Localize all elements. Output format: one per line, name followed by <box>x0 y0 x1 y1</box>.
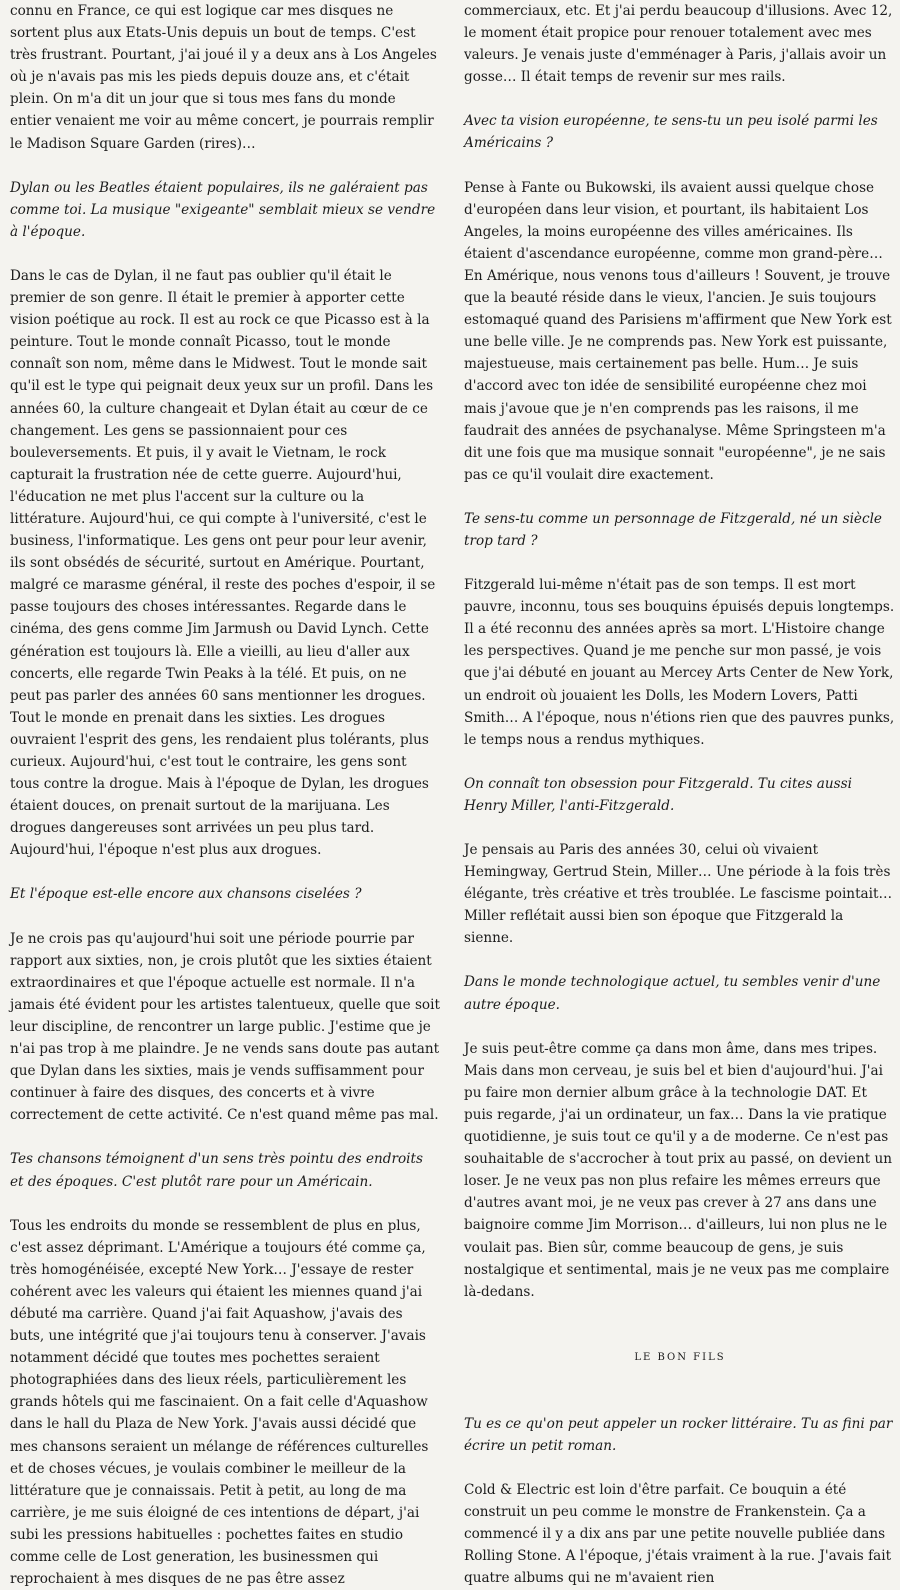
answer-paragraph: Je pensais au Paris des années 30, celui où vivaient Hemingway, Gertrud Stein, Miller… Une période à la fois très élégante, très créative et très troublée. Le fascisme pointait… Miller reflétait aussi bien son époque que Fitzgerald la sienne. <box>464 842 893 947</box>
answer-paragraph: Fitzgerald lui-même n'était pas de son temps. Il est mort pauvre, inconnu, tous ses bouquins épuisés depuis longtemps. Il a été reconnu des années après sa mort. L'Histoire change les perspectives. Quand je me penche sur mon passé, je vois que j'ai débuté en jouant au Mercey Arts Center de New York, un endroit où jouaient les Dolls, les Modern Lovers, Patti Smith… A l'époque, nous n'étions rien que des pauvres punks, le temps nous a rendus mythiques. <box>464 577 895 748</box>
question-paragraph: Te sens-tu comme un personnage de Fitzgerald, né un siècle trop tard ? <box>464 510 882 549</box>
question-paragraph: Tu es ce qu'on peut appeler un rocker littéraire. Tu as fini par écrire un petit roman. <box>464 1415 893 1454</box>
answer-paragraph: Cold & Electric est loin d'être parfait. Ce bouquin a été construit un peu comme le monstre de Frankenstein. Ça a commencé il y a dix ans par une petite nouvelle publiée dans Rolling Stone. A l'époque, j'étais vraiment à la rue. J'avais fait quatre albums qui ne m'avaient rien <box>464 1482 892 1587</box>
answer-paragraph: Je suis peut-être comme ça dans mon âme, dans mes tripes. Mais dans mon cerveau, je suis bel et bien d'aujourd'hui. J'ai pu faire mon dernier album grâce à la technologie DAT. Et puis regarde, j'ai un ordinateur, un fax… Dans la vie pratique quotidienne, je suis tout ce qu'il y a de moderne. Ce n'est pas souhaitable de s'accrocher à tout prix au passé, on devient un loser. Je ne veux pas non plus refaire les mêmes erreurs que d'autres avant moi, je ne veux pas crever à 27 ans dans une baignoire comme Jim Morrison… d'ailleurs, lui non plus ne le voulait pas. Bien sûr, comme beaucoup de gens, je suis nostalgique et sentimental, mais je ne veux pas me complaire là-dedans. <box>464 1040 893 1300</box>
question-paragraph: Tes chansons témoignent d'un sens très pointu des endroits et des époques. C'est plutôt rare pour un Américain. <box>10 1151 423 1190</box>
answer-paragraph: connu en France, ce qui est logique car mes disques ne sortent plus aux Etats-Unis depuis un bout de temps. C'est très frustrant. Pourtant, j'ai joué il y a deux ans à Los Angeles où je n'avais pas mis les pieds depuis douze ans, et c'était plein. On m'a dit un jour que si tous mes fans du monde entier venaient me voir au même concert, je pourrais remplir le Madison Square Garden (rires)… <box>10 3 437 152</box>
answer-paragraph: Dans le cas de Dylan, il ne faut pas oublier qu'il était le premier de son genre. Il était le premier à apporter cette vision poétique au rock. Il est au rock ce que Picasso est à la peinture. Tout le monde connaît Picasso, tout le monde connaît son nom, même dans le Midwest. Tout le monde sait qu'il est le type qui peignait deux yeux sur un profil. Dans les années 60, la culture changeait et Dylan était au cœur de ce changement. Les gens se passionnaient pour ces bouleversements. Et puis, il y avait le Vietnam, le rock capturait la frustration née de cette guerre. Aujourd'hui, l'éducation ne met plus l'accent sur la culture ou la littérature. Aujourd'hui, ce qui compte à l'université, c'est le business, l'informatique. Les gens ont peur pour leur avenir, ils sont obsédés de sécurité, surtout en Amérique. Pourtant, malgré ce marasme général, il reste des poches d'espoir, il se passe toujours des choses intéressantes. Regarde dans le cinéma, des gens comme Jim Jarmush ou David Lynch. Cette génération est toujours là. Elle a vieilli, au lieu d'aller aux concerts, elle regarde Twin Peaks à la télé. Et puis, on ne peut pas parler des années 60 sans mentionner les drogues. Tout le monde en prenait dans les sixties. Les drogues ouvraient l'esprit des gens, les rendaient plus tolérants, plus curieux. Aujourd'hui, c'est tout le contraire, les gens sont tous contre la drogue. Mais à l'époque de Dylan, les drogues étaient douces, on prenait surtout de la marijuana. Les drogues dangereuses sont arrivées un peu plus tard. Aujourd'hui, l'époque n'est plus aux drogues. <box>10 267 436 859</box>
answer-paragraph: Pense à Fante ou Bukowski, ils avaient aussi quelque chose d'européen dans leur vision, et pourtant, ils habitaient Los Angeles, la moins européenne des villes américaines. Ils étaient d'ascendance européenne, comme mon grand-père… En Amérique, nous venons tous d'ailleurs ! Souvent, je trouve que la beauté réside dans le vieux, l'ancien. Je suis toujours estomaqué quand des Parisiens m'affirment que New York est une belle ville. Je ne comprends pas. New York est puissante, majestueuse, mais certainement pas belle. Hum… Je suis d'accord avec ton idée de sensibilité européenne chez moi mais j'avoue que je n'en comprends pas les raisons, il me faudrait des années de psychanalyse. Même Springsteen m'a dit une fois que ma musique sonnait "européenne", je ne sais pas ce qu'il voulait dire exactement. <box>464 179 892 483</box>
answer-paragraph: Tous les endroits du monde se ressemblent de plus en plus, c'est assez déprimant. L'Amérique a toujours été comme ça, très homogénéisée, excepté New York… J'essaye de rester cohérent avec les valeurs qui étaient les miennes quand j'ai débuté ma carrière. Quand j'ai fait Aquashow, j'avais des buts, une intégrité que j'ai toujours tenu à conserver. J'avais notamment décidé que toutes mes pochettes seraient photographiées dans des lieux réels, particulièrement les grands hôtels qui me fascinaient. On a fait celle d'Aquashow dans le hall du Plaza de New York. J'avais aussi décidé que mes chansons seraient un mélange de références culturelles et de choses vécues, je voulais combiner le meilleur de la littérature que je connaissais. Petit à petit, au long de ma carrière, je me suis éloigné de ces intentions de départ, j'ai subi les pressions habituelles : pochettes faites en studio comme celle de Lost generation, les businessmen qui reprochaient à mes disques de ne pas être assez <box>10 1217 429 1588</box>
answer-paragraph: commerciaux, etc. Et j'ai perdu beaucoup d'illusions. Avec 12, le moment était propice pour renouer totalement avec mes valeurs. Je venais juste d'emménager à Paris, j'allais avoir un gosse… Il était temps de revenir sur mes rails. <box>464 3 893 86</box>
question-paragraph: Dylan ou les Beatles étaient populaires, ils ne galéraient pas comme toi. La musique "exigeante" semblait mieux se vendre à l'époque. <box>10 179 436 240</box>
answer-paragraph: Je ne crois pas qu'aujourd'hui soit une période pourrie par rapport aux sixties, non, je crois plutôt que les sixties étaient extraordinaires et que l'époque actuelle est normale. Il n'a jamais été évident pour les artistes talentueux, quelle que soit leur discipline, de rencontrer un large public. J'estime que je n'ai pas trop à me plaindre. Je ne vends sans doute pas autant que Dylan dans les sixties, mais je vends suffisamment pour continuer à faire des disques, des concerts et à vivre correctement de cette activité. Ce n'est quand même pas mal. <box>10 930 440 1124</box>
right-column <box>464 0 896 1590</box>
question-paragraph: Et l'époque est-elle encore aux chansons ciselées ? <box>10 886 362 903</box>
section-heading: LE BON FILS <box>634 1351 726 1363</box>
left-column <box>10 0 440 1590</box>
question-paragraph: On connaît ton obsession pour Fitzgerald. Tu cites aussi Henry Miller, l'anti-Fitzgerald. <box>464 775 852 814</box>
question-paragraph: Avec ta vision européenne, te sens-tu un peu isolé parmi les Américains ? <box>464 113 878 152</box>
question-paragraph: Dans le monde technologique actuel, tu sembles venir d'une autre époque. <box>464 974 881 1013</box>
